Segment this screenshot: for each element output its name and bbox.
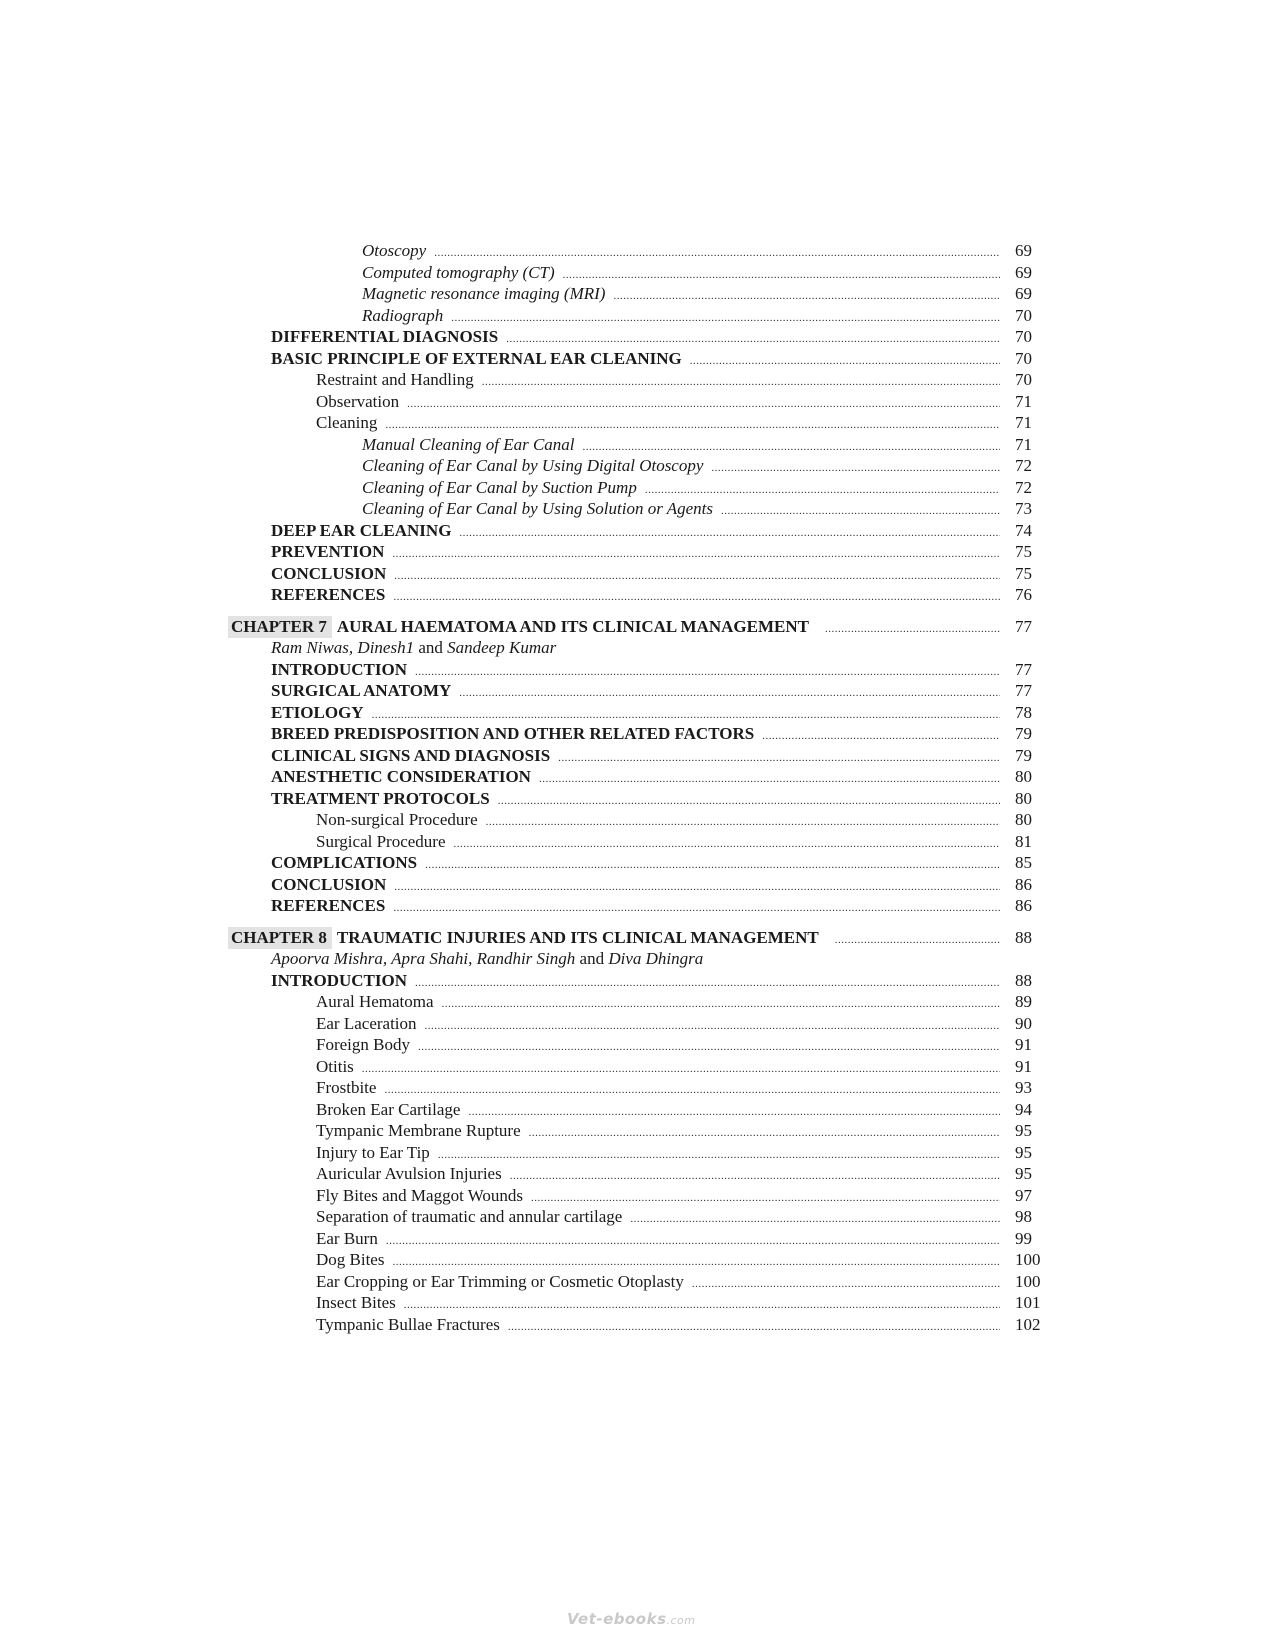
toc-entry — [0, 541, 1275, 563]
toc-entry-line — [271, 852, 1000, 874]
toc-entry-line — [271, 745, 1000, 767]
toc-entry — [0, 1013, 1275, 1035]
page-number: 101 — [1015, 1293, 1041, 1312]
toc-entry — [0, 788, 1275, 810]
toc-entry-title: COMPLICATIONS — [271, 853, 418, 872]
watermark-logo: Vet-ebooks.com — [567, 1610, 696, 1628]
toc-entry-line — [271, 584, 1000, 606]
toc-entry-line — [316, 1120, 1000, 1142]
page-number: 70 — [1015, 348, 1032, 368]
toc-entry-line — [316, 1271, 1000, 1293]
toc-entry-line — [316, 1292, 1000, 1314]
toc-entry-title: Manual Cleaning of Ear Canal — [362, 434, 575, 454]
toc-entry-line — [316, 1099, 1000, 1121]
toc-entry — [0, 852, 1275, 874]
toc-entry — [0, 970, 1275, 992]
author-names: Apoorva Mishra, Apra Shahi, Randhir Singh — [271, 949, 576, 968]
author-list — [271, 637, 556, 659]
page-number: 88 — [1015, 970, 1032, 990]
toc-entry-title: Otoscopy — [362, 241, 427, 260]
chapter-number: CHAPTER 8 — [228, 927, 332, 949]
toc-entry — [0, 1099, 1275, 1121]
toc-entry — [0, 348, 1275, 370]
toc-entry-title: Injury to Ear Tip — [316, 1142, 430, 1162]
page-number: 80 — [1015, 788, 1032, 808]
toc-entry — [0, 412, 1275, 434]
toc-entry-line — [271, 348, 1000, 370]
page-number: 69 — [1015, 262, 1032, 282]
toc-entry-title: Broken Ear Cartilage — [316, 1099, 461, 1119]
toc-entry-line — [362, 477, 1000, 499]
toc-entry-line — [316, 1077, 1000, 1099]
toc-entry-title: Radiograph — [362, 305, 444, 325]
toc-entry-title: SURGICAL ANATOMY — [271, 681, 452, 700]
page-number: 80 — [1015, 767, 1032, 786]
toc-entry-title: Aural Hematoma — [316, 992, 434, 1011]
toc-entry-title: Foreign Body — [316, 1035, 410, 1054]
toc-entry-line — [316, 1142, 1000, 1164]
page-number: 72 — [1015, 456, 1032, 475]
toc-entry — [0, 305, 1275, 327]
toc-entry — [0, 434, 1275, 456]
toc-entry-line — [316, 1185, 1000, 1207]
toc-entry-title: Observation — [316, 391, 400, 411]
toc-entry-line — [316, 369, 1000, 391]
toc-entry-title: Tympanic Bullae Fractures — [316, 1314, 500, 1334]
page-number: 81 — [1015, 831, 1032, 851]
toc-entry-title: Dog Bites — [316, 1250, 385, 1269]
page-number: 90 — [1015, 1013, 1032, 1033]
toc-entry-line — [271, 680, 1000, 702]
toc-entry — [0, 1271, 1275, 1293]
page-number: 98 — [1015, 1207, 1032, 1226]
page-number: 86 — [1015, 874, 1032, 894]
dot-leader — [508, 1316, 1000, 1338]
page-number: 74 — [1015, 520, 1032, 540]
toc-entry-line — [271, 659, 1000, 681]
toc-entry — [0, 1206, 1275, 1228]
page-number: 80 — [1015, 810, 1032, 829]
toc-entry-line — [271, 788, 1000, 810]
toc-entry — [0, 874, 1275, 896]
toc-entry — [0, 991, 1275, 1013]
page-number: 97 — [1015, 1185, 1032, 1205]
chapter-authors — [0, 637, 1275, 659]
page-number: 77 — [1015, 659, 1032, 679]
toc-entry — [0, 1163, 1275, 1185]
page-number: 94 — [1015, 1099, 1032, 1119]
toc-entry — [0, 766, 1275, 788]
page-number: 77 — [1015, 616, 1032, 636]
toc-entry-title: CONCLUSION — [271, 874, 387, 894]
toc-entry-line — [271, 874, 1000, 896]
page-number: 100 — [1015, 1271, 1041, 1291]
toc-entry-title: Fly Bites and Maggot Wounds — [316, 1185, 524, 1205]
toc-entry-line — [271, 326, 1000, 348]
page-number: 78 — [1015, 702, 1032, 722]
toc-entry-line — [228, 616, 1000, 638]
page-number: 99 — [1015, 1228, 1032, 1248]
author-list — [271, 948, 703, 970]
toc-entry-title: DEEP EAR CLEANING — [271, 520, 452, 540]
page-number: 69 — [1015, 241, 1032, 260]
author-last-name: Sandeep Kumar — [447, 638, 557, 657]
toc-entry-line — [271, 520, 1000, 542]
page-number: 72 — [1015, 477, 1032, 497]
page-number: 75 — [1015, 542, 1032, 561]
toc-entry-line — [362, 434, 1000, 456]
toc-entry-title: Ear Burn — [316, 1228, 378, 1248]
toc-entry — [0, 895, 1275, 917]
page-number: 88 — [1015, 927, 1032, 947]
toc-entry — [0, 240, 1275, 262]
chapter-authors — [0, 948, 1275, 970]
toc-entry-line — [228, 927, 1000, 949]
toc-entry — [0, 723, 1275, 745]
toc-entry — [0, 745, 1275, 767]
page-number: 69 — [1015, 284, 1032, 303]
toc-entry — [0, 262, 1275, 284]
toc-entry — [0, 498, 1275, 520]
toc-entry-title: Magnetic resonance imaging (MRI) — [362, 284, 606, 303]
toc-entry — [0, 702, 1275, 724]
toc-entry-title: Computed tomography (CT) — [362, 262, 555, 282]
toc-entry — [0, 1228, 1275, 1250]
dot-leader — [393, 897, 1000, 919]
toc-entry — [0, 369, 1275, 391]
chapter-number: CHAPTER 7 — [228, 616, 332, 638]
toc-entry-line — [271, 702, 1000, 724]
toc-entry-title: INTRODUCTION — [271, 970, 408, 990]
toc-entry — [0, 477, 1275, 499]
toc-entry-line — [362, 455, 1000, 477]
toc-entry-title: ETIOLOGY — [271, 702, 364, 722]
toc-entry — [0, 1185, 1275, 1207]
toc-entry-title: Cleaning of Ear Canal by Using Solution or Agents — [362, 499, 714, 518]
toc-entry-line — [362, 305, 1000, 327]
page-number: 70 — [1015, 305, 1032, 325]
toc-entry — [0, 391, 1275, 413]
chapter-title: AURAL HAEMATOMA AND ITS CLINICAL MANAGEMENT — [336, 616, 809, 636]
page-number: 100 — [1015, 1250, 1041, 1269]
page-number: 70 — [1015, 370, 1032, 389]
toc-entry — [0, 326, 1275, 348]
toc-entry-line — [362, 240, 1000, 262]
toc-entry-line — [316, 1056, 1000, 1078]
toc-entry-line — [316, 831, 1000, 853]
toc-entry — [0, 283, 1275, 305]
chapter-heading — [0, 616, 1275, 638]
toc-entry-title: Otitis — [316, 1056, 354, 1076]
toc-entry-line — [316, 1314, 1000, 1336]
toc-entry-title: Tympanic Membrane Rupture — [316, 1121, 521, 1140]
toc-entry-title: Surgical Procedure — [316, 831, 446, 851]
toc-entry — [0, 1077, 1275, 1099]
toc-entry-title: BREED PREDISPOSITION AND OTHER RELATED FACTORS — [271, 724, 755, 743]
toc-entry-line — [316, 391, 1000, 413]
toc-entry-line — [316, 991, 1000, 1013]
page-number: 85 — [1015, 853, 1032, 872]
page-number: 91 — [1015, 1056, 1032, 1076]
toc-entry-line — [271, 970, 1000, 992]
toc-entry — [0, 1314, 1275, 1336]
toc-entry — [0, 520, 1275, 542]
page-number: 76 — [1015, 585, 1032, 604]
toc-entry-line — [316, 1163, 1000, 1185]
toc-entry — [0, 1292, 1275, 1314]
toc-entry-line — [271, 541, 1000, 563]
toc-entry-line — [271, 895, 1000, 917]
toc-entry-title: PREVENTION — [271, 542, 385, 561]
toc-entry-title: DIFFERENTIAL DIAGNOSIS — [271, 327, 499, 346]
toc-entry-title: Ear Cropping or Ear Trimming or Cosmetic Otoplasty — [316, 1271, 684, 1291]
toc-entry — [0, 659, 1275, 681]
toc-entry-title: Ear Laceration — [316, 1013, 417, 1033]
toc-entry-line — [271, 723, 1000, 745]
page-number: 75 — [1015, 563, 1032, 583]
toc-entry-line — [316, 412, 1000, 434]
page-number: 77 — [1015, 681, 1032, 700]
page-number: 73 — [1015, 499, 1032, 518]
author-conjunction: and — [418, 638, 443, 657]
toc-entry-line — [362, 262, 1000, 284]
author-last-name: Diva Dhingra — [608, 949, 704, 968]
toc-entry — [0, 563, 1275, 585]
page-number: 91 — [1015, 1035, 1032, 1054]
author-conjunction: and — [579, 949, 605, 968]
page-number: 102 — [1015, 1314, 1041, 1334]
page-number: 95 — [1015, 1164, 1032, 1183]
toc-entry-title: REFERENCES — [271, 585, 386, 604]
toc-entry-title: Restraint and Handling — [316, 370, 474, 389]
toc-entry-line — [316, 1206, 1000, 1228]
toc-entry-line — [271, 563, 1000, 585]
dot-leader — [393, 586, 1000, 608]
toc-entry-line — [316, 1249, 1000, 1271]
toc-entry — [0, 1249, 1275, 1271]
page-number: 71 — [1015, 434, 1032, 454]
toc-entry-line — [362, 283, 1000, 305]
page-number: 95 — [1015, 1142, 1032, 1162]
toc-entry-title: INTRODUCTION — [271, 659, 408, 679]
toc-entry — [0, 455, 1275, 477]
toc-entry — [0, 809, 1275, 831]
page-number: 71 — [1015, 413, 1032, 432]
toc-entry-title: Cleaning — [316, 413, 378, 432]
author-names: Ram Niwas, Dinesh1 — [271, 638, 415, 657]
toc-entry-title: ANESTHETIC CONSIDERATION — [271, 767, 531, 786]
toc-entry-line — [271, 766, 1000, 788]
toc-entry — [0, 1142, 1275, 1164]
toc-entry — [0, 1034, 1275, 1056]
toc-entry-title: Non-surgical Procedure — [316, 810, 478, 829]
toc-entry-line — [362, 498, 1000, 520]
toc-entry-line — [316, 1013, 1000, 1035]
toc-entry-title: CONCLUSION — [271, 563, 387, 583]
toc-entry-title: Frostbite — [316, 1078, 377, 1097]
page-number: 70 — [1015, 327, 1032, 346]
toc-entry-title: Insect Bites — [316, 1293, 396, 1312]
toc-entry-title: Cleaning of Ear Canal by Suction Pump — [362, 477, 637, 497]
toc-entry-line — [316, 809, 1000, 831]
toc-entry-title: CLINICAL SIGNS AND DIAGNOSIS — [271, 745, 551, 765]
page-number: 86 — [1015, 896, 1032, 915]
page-number: 79 — [1015, 724, 1032, 743]
toc-entry-title: TREATMENT PROTOCOLS — [271, 788, 490, 808]
toc-entry-title: Separation of traumatic and annular cartilage — [316, 1207, 623, 1226]
page-number: 79 — [1015, 745, 1032, 765]
toc-entry — [0, 1120, 1275, 1142]
toc-entry-line — [316, 1034, 1000, 1056]
page-number: 95 — [1015, 1121, 1032, 1140]
toc-entry — [0, 584, 1275, 606]
page-number: 93 — [1015, 1078, 1032, 1097]
toc-entry-title: REFERENCES — [271, 896, 386, 915]
toc-entry — [0, 1056, 1275, 1078]
page-number: 71 — [1015, 391, 1032, 411]
chapter-heading — [0, 927, 1275, 949]
chapter-title: TRAUMATIC INJURIES AND ITS CLINICAL MANAGEMENT — [336, 927, 819, 947]
page-number: 89 — [1015, 992, 1032, 1011]
toc-entry-line — [316, 1228, 1000, 1250]
toc-entry-title: BASIC PRINCIPLE OF EXTERNAL EAR CLEANING — [271, 348, 682, 368]
toc-entry-title: Cleaning of Ear Canal by Using Digital Otoscopy — [362, 456, 704, 475]
toc-entry — [0, 831, 1275, 853]
toc-entry — [0, 680, 1275, 702]
toc-entry-title: Auricular Avulsion Injuries — [316, 1164, 502, 1183]
